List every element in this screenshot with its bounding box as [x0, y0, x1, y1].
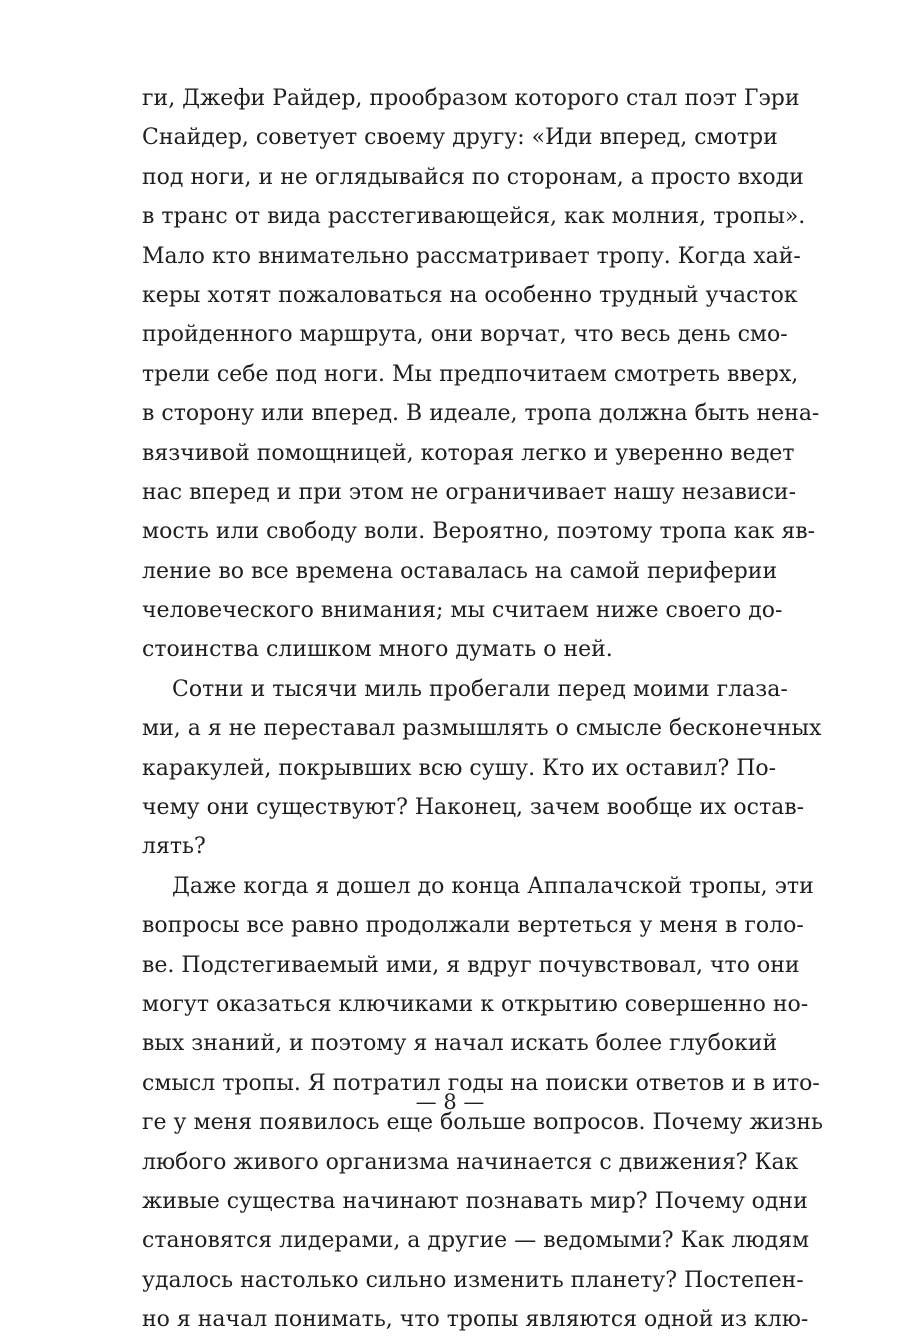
text-line: любого живого организма начинается с движения? Как — [142, 1149, 799, 1175]
text-line: в сторону или вперед. В идеале, тропа должна быть нена- — [142, 401, 820, 427]
text-line: Даже когда я дошел до конца Аппалачской тропы, эти — [172, 873, 814, 899]
page-body — [142, 79, 824, 1340]
page-number: — 8 — — [415, 1090, 485, 1114]
text-line: ление во все времена оставалась на самой периферии — [142, 558, 778, 584]
text-line: лять? — [142, 834, 206, 860]
text-line: каракулей, покрывших всю сушу. Кто их оставил? По- — [142, 755, 777, 781]
text-line: трели себе под ноги. Мы предпочитаем смотреть вверх, — [142, 361, 799, 387]
text-line: вых знаний, и поэтому я начал искать более глубокий — [142, 1031, 778, 1057]
text-line: ге у меня появилось еще больше вопросов. Почему жизнь — [142, 1110, 824, 1136]
text-line: живые существа начинают познавать мир? Почему одни — [142, 1188, 808, 1214]
text-line: становятся лидерами, а другие — ведомыми? Как людям — [142, 1228, 810, 1254]
text-line: пройденного маршрута, они ворчат, что весь день смо- — [142, 322, 788, 348]
text-line: стоинства слишком много думать о ней. — [142, 637, 613, 663]
text-line: вопросы все равно продолжали вертеться у меня в голо- — [142, 913, 804, 939]
text-line: ве. Подстегиваемый ими, я вдруг почувствовал, что они — [142, 952, 800, 978]
text-line: но я начал понимать, что тропы являются одной из клю- — [142, 1307, 809, 1333]
text-line: могут оказаться ключиками к открытию совершенно но- — [142, 991, 809, 1017]
text-line: Сотни и тысячи миль пробегали перед моими глаза- — [172, 676, 788, 702]
text-line: смысл тропы. Я потратил годы на поиски ответов и в ито- — [142, 1070, 820, 1096]
text-line: в транс от вида расстегивающейся, как молния, тропы». — [142, 204, 806, 230]
text-line: ги, Джефи Райдер, прообразом которого стал поэт Гэри — [142, 86, 800, 111]
text-line: вязчивой помощницей, которая легко и уверенно ведет — [142, 440, 795, 466]
text-line: человеческого внимания; мы считаем ниже своего до- — [142, 598, 783, 624]
text-line: мость или свободу воли. Вероятно, поэтому тропа как яв- — [142, 519, 816, 545]
text-line: ми, а я не переставал размышлять о смысле бесконечных — [142, 716, 822, 742]
text-line: Снайдер, советует своему другу: «Иди вперед, смотри — [142, 125, 778, 151]
text-line: под ноги, и не оглядывайся по сторонам, а просто входи — [142, 164, 804, 190]
text-line: удалось настолько сильно изменить планету? Постепен- — [142, 1267, 804, 1293]
paragraph — [142, 79, 820, 670]
text-line: чему они существуют? Наконец, зачем вообще их остав- — [142, 795, 805, 821]
text-line: керы хотят пожаловаться на особенно трудный участок — [142, 282, 798, 308]
text-line: Мало кто внимательно рассматривает тропу. Когда хай- — [142, 243, 801, 269]
paragraph — [142, 670, 822, 867]
text-line: нас вперед и при этом не ограничивает нашу независи- — [142, 479, 797, 505]
